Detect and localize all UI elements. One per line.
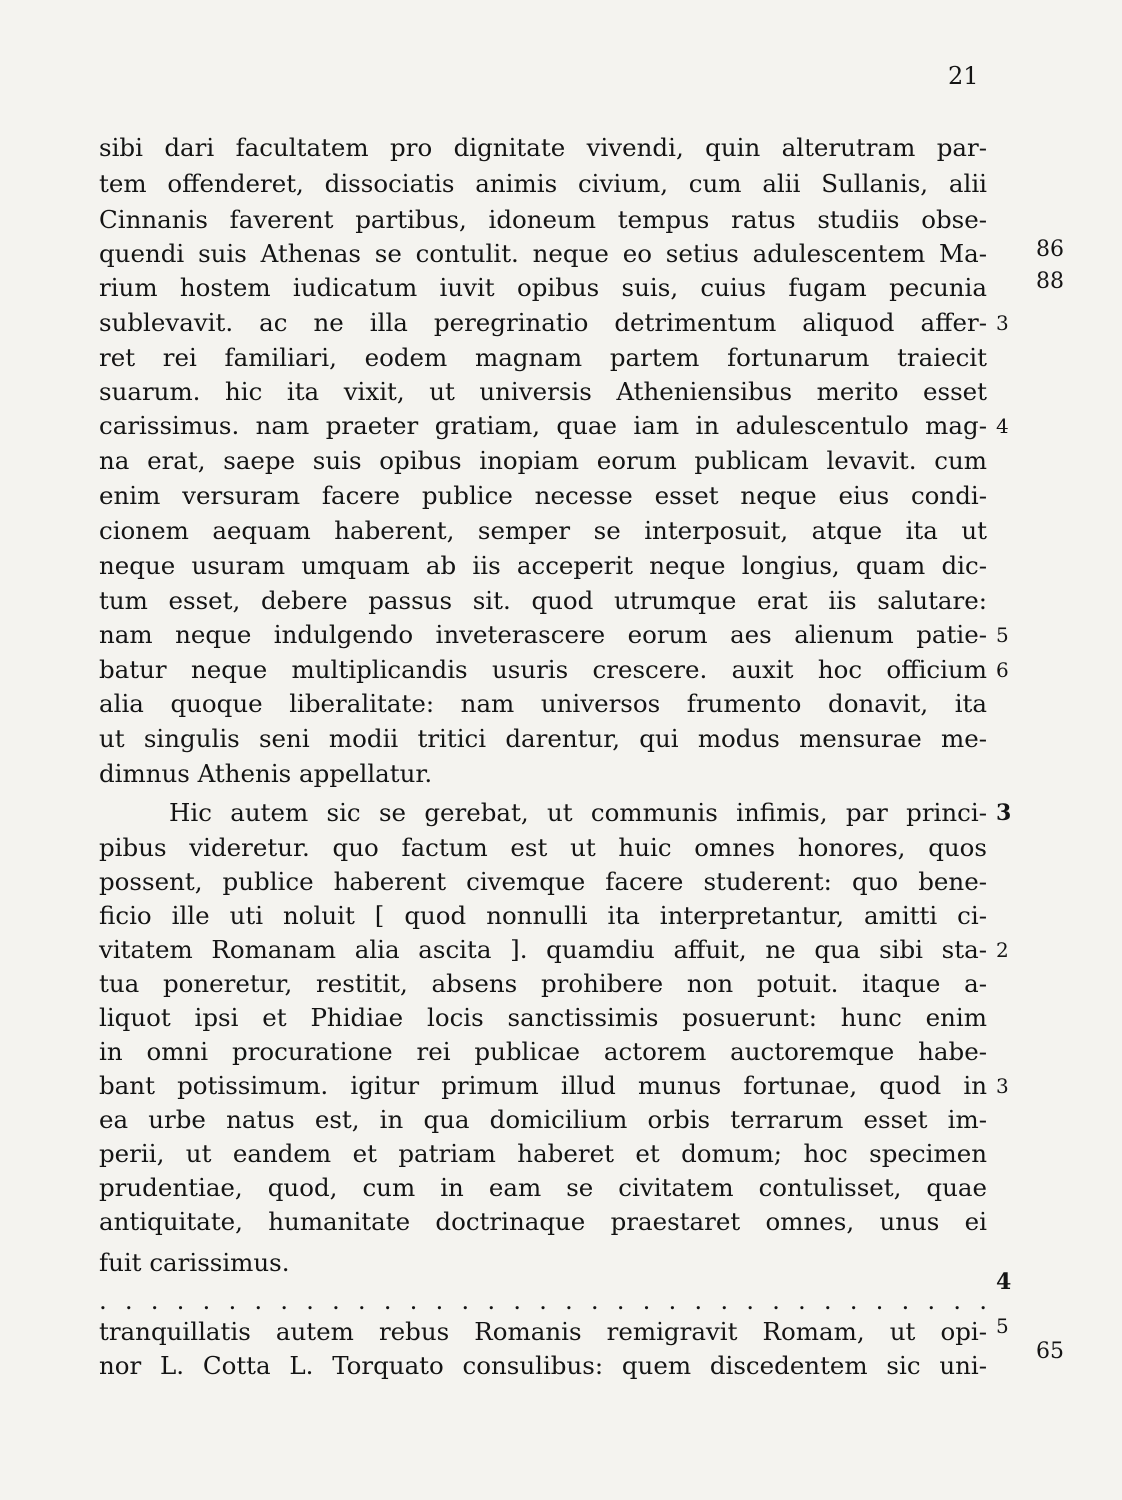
text-line: tua poneretur, restitit, absens prohibere non potuit. itaque a- [99, 969, 987, 998]
reference-number: 65 [1036, 1339, 1064, 1364]
text-line: ut singulis seni modii tritici darentur, qui modus mensurae me- [99, 724, 987, 753]
section-number: 5 [996, 1314, 1009, 1338]
text-line: ea urbe natus est, in qua domicilium orbis terrarum esset im- [99, 1105, 987, 1134]
page-number: 21 [948, 62, 979, 90]
text-line: ficio ille uti noluit [ quod nonnulli ita interpretantur, amitti ci- [99, 901, 987, 930]
text-line: in omni procuratione rei publicae actorem auctoremque habe- [99, 1037, 987, 1066]
text-line: rium hostem iudicatum iuvit opibus suis, cuius fugam pecunia [99, 273, 987, 302]
text-line: quendi suis Athenas se contulit. neque eo setius adulescentem Ma- [99, 239, 987, 268]
text-line: bant potissimum. igitur primum illud munus fortunae, quod in [99, 1071, 987, 1100]
section-number: 5 [996, 623, 1009, 647]
text-line: ret rei familiari, eodem magnam partem fortunarum traiecit [99, 343, 987, 372]
chapter-number: 3 [996, 800, 1012, 826]
chapter-number: 4 [996, 1269, 1012, 1295]
text-line: Hic autem sic se gerebat, ut communis infimis, par princi- [169, 798, 987, 827]
text-line: sublevavit. ac ne illa peregrinatio detrimentum aliquod affer- [99, 308, 987, 337]
text-line: batur neque multiplicandis usuris crescere. auxit hoc officium [99, 655, 987, 684]
section-number: 3 [996, 1074, 1009, 1098]
text-line: antiquitate, humanitate doctrinaque praestaret omnes, unus ei [99, 1207, 987, 1236]
text-line: tranquillatis autem rebus Romanis remigravit Romam, ut opi- [99, 1317, 987, 1346]
text-line: suarum. hic ita vixit, ut universis Atheniensibus merito esset [99, 377, 987, 406]
section-number: 4 [996, 414, 1009, 438]
reference-number: 86 [1036, 237, 1064, 262]
text-line: pibus videretur. quo factum est ut huic omnes honores, quos [99, 833, 987, 862]
text-line: vitatem Romanam alia ascita ]. quamdiu affuit, ne qua sibi sta- [99, 935, 987, 964]
text-line: cionem aequam haberent, semper se interposuit, atque ita ut [99, 516, 987, 545]
text-line: tum esset, debere passus sit. quod utrumque erat iis salutare: [99, 586, 987, 615]
text-line: nam neque indulgendo inveterascere eorum aes alienum patie- [99, 620, 987, 649]
text-line: carissimus. nam praeter gratiam, quae iam in adulescentulo mag- [99, 411, 987, 440]
text-line: alia quoque liberalitate: nam universos frumento donavit, ita [99, 689, 987, 718]
text-line: liquot ipsi et Phidiae locis sanctissimis posuerunt: hunc enim [99, 1003, 987, 1032]
ellipsis-line: . . . . . . . . . . . . . . . . . . . . . . . . . . . . . . . . . . . [99, 1286, 987, 1315]
text-line: tem offenderet, dissociatis animis civium, cum alii Sullanis, alii [99, 169, 987, 198]
text-line: fuit carissimus. [99, 1248, 290, 1277]
text-line: possent, publice haberent civemque facere studerent: quo bene- [99, 867, 987, 896]
text-line: na erat, saepe suis opibus inopiam eorum publicam levavit. cum [99, 446, 987, 475]
text-line: dimnus Athenis appellatur. [99, 759, 433, 788]
text-line: perii, ut eandem et patriam haberet et domum; hoc specimen [99, 1139, 987, 1168]
section-number: 6 [996, 658, 1009, 682]
text-line: enim versuram facere publice necesse esset neque eius condi- [99, 481, 987, 510]
reference-number: 88 [1036, 269, 1064, 294]
text-line: Cinnanis faverent partibus, idoneum tempus ratus studiis obse- [99, 205, 987, 234]
section-number: 3 [996, 311, 1009, 335]
text-line: nor L. Cotta L. Torquato consulibus: quem discedentem sic uni- [99, 1351, 987, 1380]
section-number: 2 [996, 938, 1009, 962]
text-line: prudentiae, quod, cum in eam se civitatem contulisset, quae [99, 1173, 987, 1202]
text-line: sibi dari facultatem pro dignitate vivendi, quin alterutram par- [99, 133, 987, 162]
text-line: neque usuram umquam ab iis acceperit neque longius, quam dic- [99, 551, 987, 580]
